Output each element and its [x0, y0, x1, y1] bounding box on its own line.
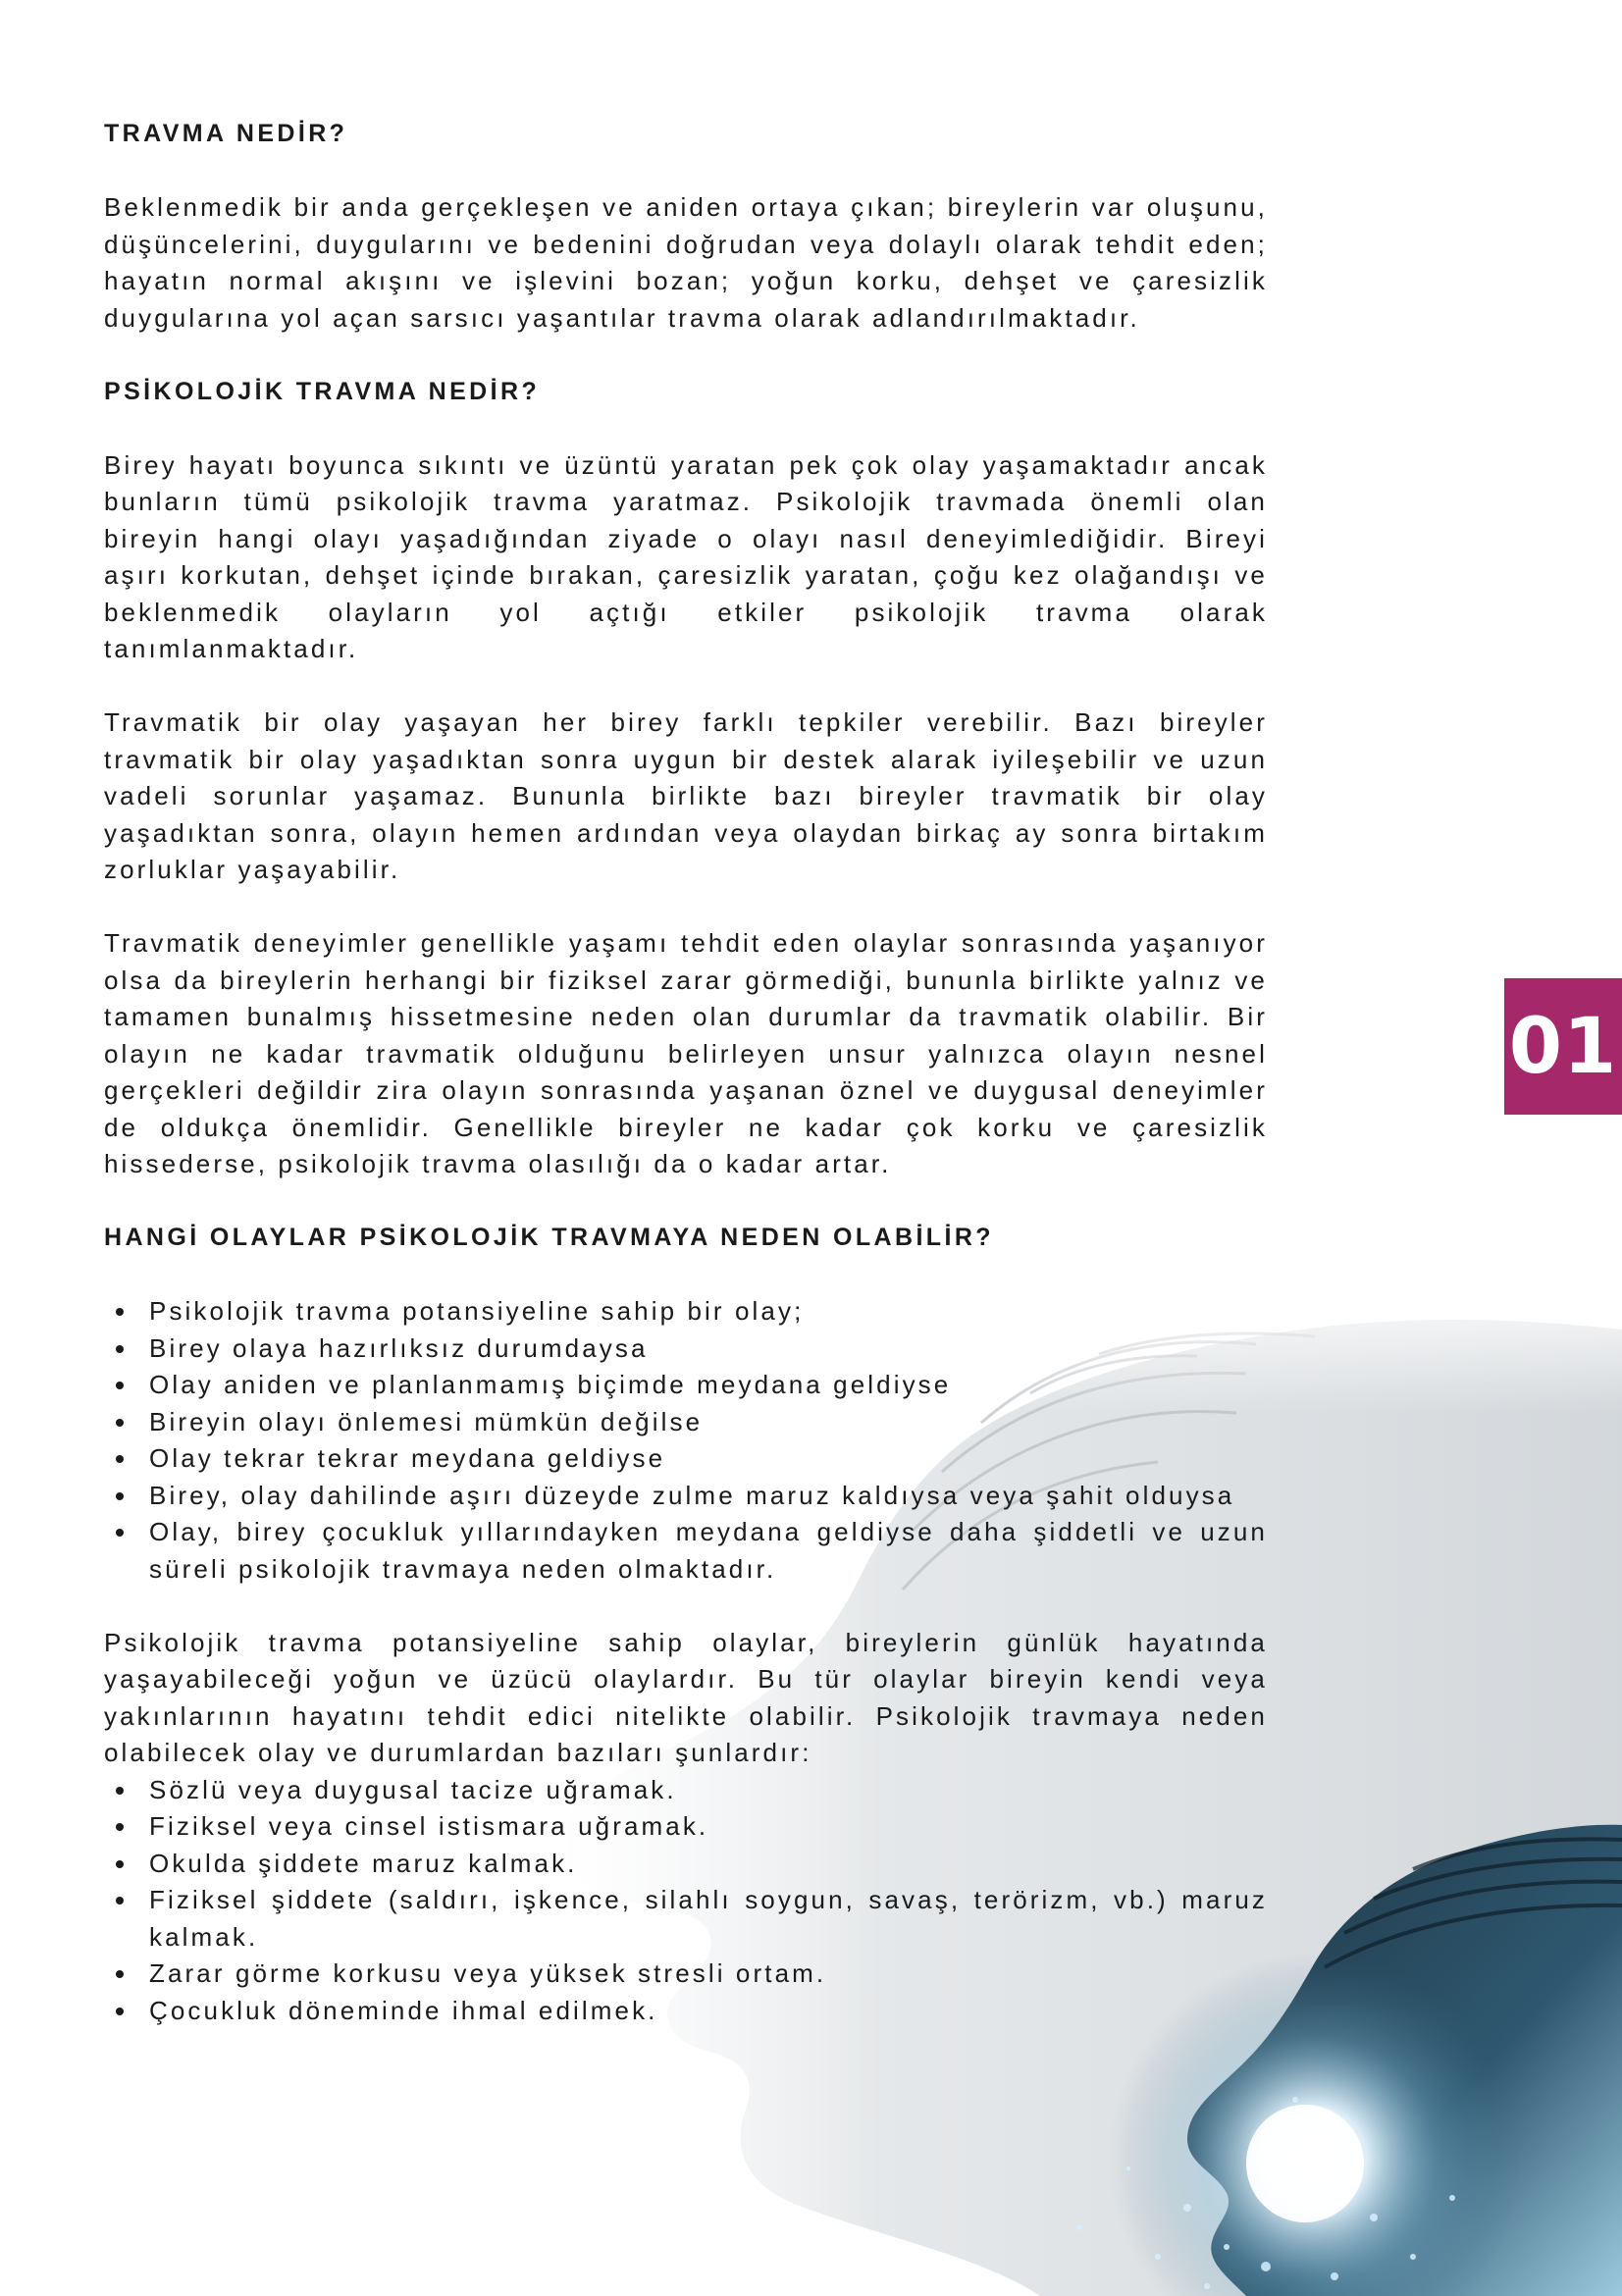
list-item: Bireyin olayı önlemesi mümkün değilse [149, 1404, 1268, 1441]
document-body [104, 116, 1268, 2066]
section-heading-travma: TRAVMA NEDİR? [104, 120, 348, 147]
chapter-number: 01 [1508, 1002, 1618, 1091]
paragraph: Birey hayatı boyunca sıkıntı ve üzüntü yaratan pek çok olay yaşamaktadır ancak bunların tümü psikolojik travma yaratmaz. Psikolojik travmada önemli olan bireyin hangi olayı yaşadığından ziyade o olayı nasıl deneyimlediğidir. Bireyi aşırı korkutan, dehşet içinde bırakan, çaresizlik yaratan, çoğu kez olağandışı ve beklenmedik olayların yol açtığı etkiler psikolojik travma olarak tanımlanmaktadır. [104, 449, 1268, 663]
paragraph: Beklenmedik bir anda gerçekleşen ve aniden ortaya çıkan; bireylerin var oluşunu, düşüncelerini, duygularını ve bedenini doğrudan veya dolaylı olarak tehdit eden; hayatın normal akışını ve işlevini bozan; yoğun korku, dehşet ve çaresizlik duygularına yol açan sarsıcı yaşantılar travma olarak adlandırılmaktadır. [104, 192, 1268, 333]
paragraph: Travmatik deneyimler genellikle yaşamı tehdit eden olaylar sonrasında yaşanıyor olsa da bireylerin herhangi bir fiziksel zarar görmediği, bununla birlikte yalnız ve tamamen bunalmış hissetmesine neden olan durumlar da travmatik olabilir. Bir olayın ne kadar travmatik olduğunu belirleyen unsur yalnızca olayın nesnel gerçekleri değildir zira olayın sonrasında yaşanan öznel ve duygusal deneyimler de oldukça önemlidir. Genellikle bireyler ne kadar çok korku ve çaresizlik hissederse, psikolojik travma olasılığı da o kadar artar. [104, 928, 1268, 1178]
chapter-badge [1504, 978, 1622, 1115]
list-item: Çocukluk döneminde ihmal edilmek. [149, 1993, 1268, 2030]
list-item: Fiziksel veya cinsel istismara uğramak. [149, 1808, 1268, 1846]
conditions-list [104, 1293, 1268, 1588]
paragraph: Psikolojik travma potansiyeline sahip olaylar, bireylerin günlük hayatında yaşayabileceği yoğun ve üzücü olaylardır. Bu tür olaylar bireyin kendi veya yakınlarının hayatını tehdit edici nitelikte olabilir. Psikolojik travmaya neden olabilecek olay ve durumlardan bazıları şunlardır: [104, 1627, 1268, 1767]
list-item: Birey olaya hazırlıksız durumdaysa [149, 1331, 1268, 1368]
list-item: Psikolojik travma potansiyeline sahip bir olay; [149, 1293, 1268, 1331]
list-item: Olay tekrar tekrar meydana geldiyse [149, 1440, 1268, 1478]
section-heading-hangi-olaylar: HANGİ OLAYLAR PSİKOLOJİK TRAVMAYA NEDEN OLABİLİR? [104, 1224, 994, 1251]
paragraph: Travmatik bir olay yaşayan her birey farklı tepkiler verebilir. Bazı bireyler travmatik bir olay yaşadıktan sonra uygun bir destek alarak iyileşebilir ve uzun vadeli sorunlar yaşamaz. Bununla birlikte bazı bireyler travmatik bir olay yaşadıktan sonra, olayın hemen ardından veya olaydan birkaç ay sonra birtakım zorluklar yaşayabilir. [104, 707, 1268, 884]
list-item: Fiziksel şiddete (saldırı, işkence, silahlı soygun, savaş, terörizm, vb.) maruz kalmak. [149, 1882, 1268, 1956]
list-item: Olay aniden ve planlanmamış biçimde meydana geldiyse [149, 1367, 1268, 1404]
list-item: Sözlü veya duygusal tacize uğramak. [149, 1772, 1268, 1809]
list-item: Birey, olay dahilinde aşırı düzeyde zulme maruz kaldıysa veya şahit olduysa [149, 1478, 1268, 1515]
list-item: Olay, birey çocukluk yıllarındayken meydana geldiyse daha şiddetli ve uzun süreli psikolojik travmaya neden olmaktadır. [149, 1514, 1268, 1588]
examples-list [104, 1772, 1268, 2030]
list-item: Okulda şiddete maruz kalmak. [149, 1846, 1268, 1883]
list-item: Zarar görme korkusu veya yüksek stresli ortam. [149, 1956, 1268, 1993]
section-heading-psikolojik-travma: PSİKOLOJİK TRAVMA NEDİR? [104, 377, 541, 405]
